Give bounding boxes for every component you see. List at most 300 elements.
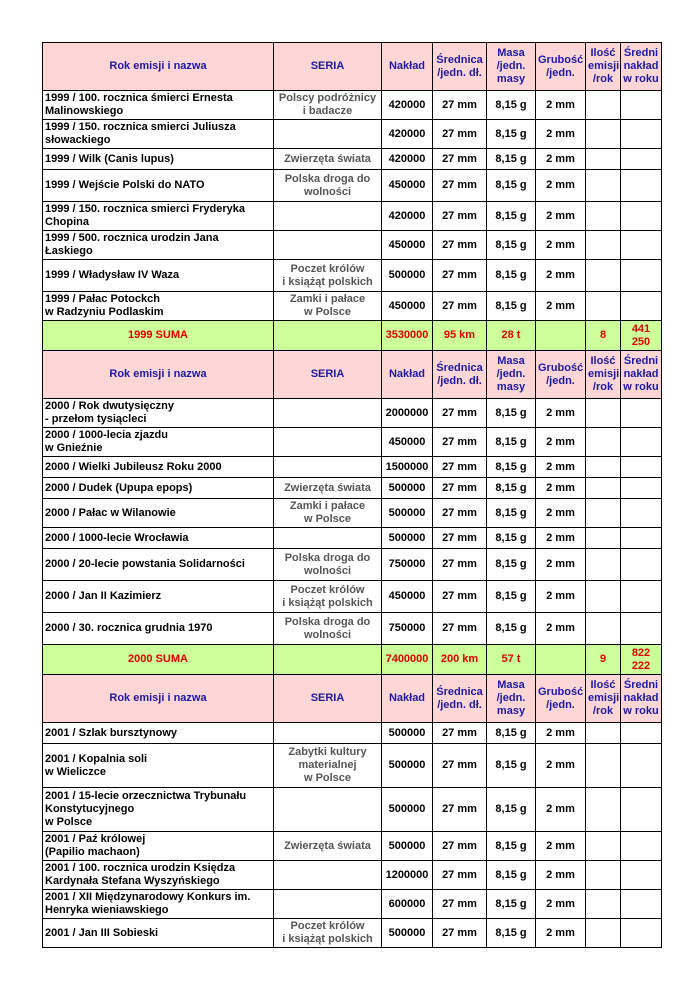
summary-count bbox=[586, 321, 621, 351]
avg-cell bbox=[621, 120, 662, 149]
mass-cell bbox=[487, 919, 536, 948]
summary-mass bbox=[487, 645, 536, 675]
coin-issues-sheet bbox=[42, 42, 661, 948]
series-cell-text: Polscy podróżnicy bbox=[278, 92, 377, 104]
header-diameter bbox=[433, 675, 487, 723]
diameter-cell bbox=[433, 723, 487, 744]
diameter-cell-text: 27 mm bbox=[442, 726, 477, 739]
count-cell bbox=[586, 861, 621, 890]
header-mintage bbox=[382, 675, 433, 723]
count-cell bbox=[586, 549, 621, 581]
diameter-cell bbox=[433, 399, 487, 428]
header-avg-text: Średni bbox=[623, 47, 659, 59]
series-cell bbox=[274, 528, 382, 549]
issue-name-cell bbox=[43, 292, 274, 321]
mintage-cell-text: 500000 bbox=[388, 531, 426, 544]
header-thickness-text: Grubość bbox=[538, 361, 584, 374]
header-count-text: /rok bbox=[592, 705, 614, 717]
issue-name-cell bbox=[43, 260, 274, 292]
mintage-cell bbox=[382, 861, 433, 890]
header-diameter-text: /jedn. dł. bbox=[437, 374, 482, 387]
issue-name-cell-text: 2000 / 30. rocznica grudnia 1970 bbox=[45, 622, 213, 634]
avg-cell bbox=[621, 613, 662, 645]
issue-name-cell-text: 2001 / Szlak bursztynowy bbox=[45, 726, 178, 739]
diameter-cell-text: 27 mm bbox=[442, 269, 477, 281]
header-avg-text: nakład bbox=[623, 368, 659, 380]
mintage-cell-text: 1200000 bbox=[385, 868, 429, 881]
count-cell bbox=[586, 890, 621, 919]
mintage-cell-text: 750000 bbox=[388, 622, 426, 634]
diameter-cell bbox=[433, 581, 487, 613]
series-cell-text: i książąt polskich bbox=[282, 596, 373, 609]
table-row bbox=[43, 613, 662, 645]
issue-name-cell-text: 2000 / Pałac w Wilanowie bbox=[45, 506, 176, 519]
mintage-cell bbox=[382, 581, 433, 613]
mass-cell-text: 8,15 g bbox=[495, 531, 527, 544]
series-cell bbox=[274, 832, 382, 861]
header-name-text: Rok emisji i nazwa bbox=[109, 60, 207, 72]
summary-avg bbox=[621, 321, 662, 351]
mintage-cell-text: 420000 bbox=[388, 98, 426, 111]
header-thickness bbox=[536, 43, 586, 91]
issue-name-cell-text: Chopina bbox=[45, 216, 89, 228]
thickness-cell-text: 2 mm bbox=[546, 435, 575, 448]
issue-name-cell-text: 2001 / 100. rocznica urodzin Księdza bbox=[45, 862, 236, 874]
mintage-cell bbox=[382, 428, 433, 457]
series-cell bbox=[274, 399, 382, 428]
summary-count-text: 9 bbox=[599, 653, 607, 665]
summary-mass bbox=[487, 321, 536, 351]
header-count-text: Ilość bbox=[590, 47, 616, 59]
diameter-cell-text: 27 mm bbox=[442, 127, 477, 140]
series-cell-text: w Polsce bbox=[303, 772, 352, 784]
mass-cell-text: 8,15 g bbox=[495, 622, 527, 634]
thickness-cell bbox=[536, 149, 586, 170]
mass-cell bbox=[487, 744, 536, 788]
mintage-cell-text: 420000 bbox=[388, 152, 426, 165]
summary-label-text: 2000 SUMA bbox=[128, 653, 188, 665]
series-cell-text: wolności bbox=[303, 564, 352, 577]
issue-name-cell-text: w Gnieźnie bbox=[45, 442, 103, 454]
thickness-cell-text: 2 mm bbox=[546, 179, 575, 191]
header-mass-text: /jedn. bbox=[496, 60, 526, 72]
issue-name-cell-text: - przełom tysiącleci bbox=[45, 413, 147, 425]
mintage-cell bbox=[382, 744, 433, 788]
diameter-cell-text: 27 mm bbox=[442, 406, 477, 419]
series-cell bbox=[274, 120, 382, 149]
issue-name-cell-text: w Radzyniu Podlaskim bbox=[45, 306, 164, 318]
thickness-cell bbox=[536, 231, 586, 260]
mintage-cell bbox=[382, 613, 433, 645]
mass-cell-text: 8,15 g bbox=[495, 435, 527, 448]
mintage-cell bbox=[382, 478, 433, 499]
summary-avg-text: 222 bbox=[631, 659, 651, 672]
issue-name-cell-text: słowackiego bbox=[45, 134, 111, 146]
diameter-cell bbox=[433, 499, 487, 528]
table-row bbox=[43, 919, 662, 948]
issue-name-cell-text: 2001 / XII Międzynarodowy Konkurs im. bbox=[45, 891, 251, 903]
thickness-cell bbox=[536, 723, 586, 744]
mintage-cell bbox=[382, 549, 433, 581]
count-cell bbox=[586, 91, 621, 120]
thickness-cell-text: 2 mm bbox=[546, 209, 575, 222]
summary-thickness bbox=[536, 321, 586, 351]
thickness-cell bbox=[536, 499, 586, 528]
diameter-cell-text: 27 mm bbox=[442, 299, 477, 312]
thickness-cell bbox=[536, 919, 586, 948]
diameter-cell bbox=[433, 919, 487, 948]
issue-name-cell-text: 2000 / 1000-lecia zjazdu bbox=[45, 429, 168, 441]
header-avg bbox=[621, 43, 662, 91]
diameter-cell bbox=[433, 528, 487, 549]
diameter-cell bbox=[433, 292, 487, 321]
series-cell-text: i badacze bbox=[302, 105, 353, 117]
issue-name-cell-text: Kardynała Stefana Wyszyńskiego bbox=[45, 875, 220, 887]
diameter-cell-text: 27 mm bbox=[442, 558, 477, 570]
summary-thickness bbox=[536, 645, 586, 675]
table-row bbox=[43, 528, 662, 549]
diameter-cell bbox=[433, 260, 487, 292]
mass-cell bbox=[487, 292, 536, 321]
summary-label bbox=[43, 645, 274, 675]
header-diameter bbox=[433, 43, 487, 91]
thickness-cell-text: 2 mm bbox=[546, 506, 575, 519]
header-name bbox=[43, 43, 274, 91]
issue-name-cell bbox=[43, 581, 274, 613]
count-cell bbox=[586, 149, 621, 170]
summary-mintage bbox=[382, 321, 433, 351]
avg-cell bbox=[621, 478, 662, 499]
series-cell bbox=[274, 202, 382, 231]
mintage-cell-text: 500000 bbox=[388, 759, 426, 771]
header-thickness-text: /jedn. bbox=[546, 698, 575, 711]
table-row bbox=[43, 744, 662, 788]
series-cell bbox=[274, 549, 382, 581]
header-mass-text: masy bbox=[496, 381, 526, 393]
header-count-text: /rok bbox=[592, 73, 614, 85]
issue-name-cell-text: 2000 / 20-lecie powstania Solidarności bbox=[45, 558, 245, 570]
diameter-cell bbox=[433, 613, 487, 645]
header-mass-text: masy bbox=[496, 705, 526, 717]
series-cell-text: Zwierzęta świata bbox=[284, 152, 371, 165]
mintage-cell-text: 450000 bbox=[388, 435, 426, 448]
diameter-cell-text: 27 mm bbox=[442, 238, 477, 251]
header-avg-text: w roku bbox=[623, 705, 659, 717]
header-series bbox=[274, 675, 382, 723]
summary-avg-text: 250 bbox=[631, 335, 651, 348]
issue-name-cell-text: 1999 / 150. rocznica smierci Juliusza bbox=[45, 121, 236, 133]
count-cell bbox=[586, 613, 621, 645]
diameter-cell-text: 27 mm bbox=[442, 460, 477, 473]
diameter-cell-text: 27 mm bbox=[442, 926, 477, 939]
header-mass-text: Masa bbox=[497, 355, 525, 367]
header-avg-text: nakład bbox=[623, 692, 659, 704]
issue-name-cell-text: w Polsce bbox=[45, 816, 93, 828]
mintage-cell bbox=[382, 231, 433, 260]
thickness-cell-text: 2 mm bbox=[546, 406, 575, 419]
diameter-cell-text: 27 mm bbox=[442, 98, 477, 111]
mass-cell bbox=[487, 499, 536, 528]
mass-cell bbox=[487, 478, 536, 499]
avg-cell bbox=[621, 170, 662, 202]
count-cell bbox=[586, 120, 621, 149]
header-mass-text: /jedn. bbox=[496, 368, 526, 380]
header-mass bbox=[487, 43, 536, 91]
series-cell-text: wolności bbox=[303, 185, 352, 198]
thickness-cell-text: 2 mm bbox=[546, 926, 575, 939]
header-diameter-text: /jedn. dł. bbox=[437, 698, 482, 711]
thickness-cell-text: 2 mm bbox=[546, 460, 575, 473]
header-diameter bbox=[433, 351, 487, 399]
header-mass-text: /jedn. bbox=[496, 692, 526, 704]
diameter-cell-text: 27 mm bbox=[442, 506, 477, 519]
avg-cell bbox=[621, 744, 662, 788]
thickness-cell-text: 2 mm bbox=[546, 803, 575, 815]
thickness-cell bbox=[536, 613, 586, 645]
table-row bbox=[43, 861, 662, 890]
diameter-cell-text: 27 mm bbox=[442, 759, 477, 771]
header-mass-text: Masa bbox=[497, 679, 525, 691]
mass-cell bbox=[487, 91, 536, 120]
thickness-cell bbox=[536, 260, 586, 292]
issue-name-cell-text: Henryka wieniawskiego bbox=[45, 904, 169, 916]
table-row bbox=[43, 832, 662, 861]
mass-cell bbox=[487, 613, 536, 645]
issue-name-cell-text: 2001 / Kopalnia soli bbox=[45, 752, 148, 765]
table-row bbox=[43, 788, 662, 832]
issue-name-cell bbox=[43, 120, 274, 149]
thickness-cell bbox=[536, 581, 586, 613]
mass-cell bbox=[487, 149, 536, 170]
mass-cell-text: 8,15 g bbox=[495, 590, 527, 602]
header-row bbox=[43, 351, 662, 399]
thickness-cell bbox=[536, 528, 586, 549]
mintage-cell bbox=[382, 91, 433, 120]
issue-name-cell bbox=[43, 613, 274, 645]
avg-cell bbox=[621, 581, 662, 613]
thickness-cell bbox=[536, 170, 586, 202]
series-cell bbox=[274, 890, 382, 919]
mintage-cell bbox=[382, 723, 433, 744]
avg-cell bbox=[621, 428, 662, 457]
issue-name-cell bbox=[43, 231, 274, 260]
issue-name-cell-text: 2000 / 1000-lecie Wrocławia bbox=[45, 531, 189, 544]
series-cell bbox=[274, 170, 382, 202]
table-row bbox=[43, 120, 662, 149]
diameter-cell-text: 27 mm bbox=[442, 531, 477, 544]
series-cell bbox=[274, 499, 382, 528]
diameter-cell bbox=[433, 890, 487, 919]
series-cell-text: Polska droga do bbox=[284, 615, 371, 628]
diameter-cell-text: 27 mm bbox=[442, 622, 477, 634]
mintage-cell-text: 450000 bbox=[388, 238, 426, 251]
header-mintage bbox=[382, 351, 433, 399]
mintage-cell bbox=[382, 528, 433, 549]
issue-name-cell-text: 1999 / Pałac Potockch bbox=[45, 293, 160, 305]
avg-cell bbox=[621, 91, 662, 120]
summary-avg bbox=[621, 645, 662, 675]
mass-cell bbox=[487, 170, 536, 202]
table-row bbox=[43, 170, 662, 202]
mintage-cell bbox=[382, 260, 433, 292]
thickness-cell-text: 2 mm bbox=[546, 759, 575, 771]
mintage-cell-text: 500000 bbox=[388, 839, 426, 852]
mass-cell-text: 8,15 g bbox=[495, 897, 527, 910]
issue-name-cell-text: 1999 / 100. rocznica śmierci Ernesta bbox=[45, 92, 233, 104]
mintage-cell-text: 750000 bbox=[388, 558, 426, 570]
mass-cell-text: 8,15 g bbox=[495, 839, 527, 852]
thickness-cell-text: 2 mm bbox=[546, 531, 575, 544]
table-row bbox=[43, 499, 662, 528]
table-row bbox=[43, 723, 662, 744]
mintage-cell-text: 500000 bbox=[388, 269, 426, 281]
issue-name-cell-text: 1999 / Władysław IV Waza bbox=[45, 269, 180, 281]
header-mass bbox=[487, 351, 536, 399]
issue-name-cell bbox=[43, 861, 274, 890]
series-cell-text: Zamki i pałace bbox=[289, 293, 366, 305]
header-diameter-text: /jedn. dł. bbox=[437, 66, 482, 79]
header-series-text: SERIA bbox=[310, 692, 345, 704]
thickness-cell bbox=[536, 744, 586, 788]
thickness-cell bbox=[536, 788, 586, 832]
header-count-text: emisji bbox=[588, 60, 620, 72]
header-mintage-text: Nakład bbox=[388, 368, 426, 380]
mintage-cell-text: 500000 bbox=[388, 926, 426, 939]
avg-cell bbox=[621, 457, 662, 478]
header-name bbox=[43, 675, 274, 723]
mass-cell bbox=[487, 457, 536, 478]
diameter-cell bbox=[433, 149, 487, 170]
mintage-cell bbox=[382, 499, 433, 528]
thickness-cell-text: 2 mm bbox=[546, 897, 575, 910]
count-cell bbox=[586, 260, 621, 292]
issue-name-cell-text: 1999 / Wilk (Canis lupus) bbox=[45, 152, 174, 165]
header-count-text: Ilość bbox=[590, 355, 616, 367]
header-row bbox=[43, 43, 662, 91]
issue-name-cell bbox=[43, 478, 274, 499]
table-row bbox=[43, 478, 662, 499]
series-cell-text: Poczet królów bbox=[290, 920, 365, 932]
summary-series bbox=[274, 321, 382, 351]
thickness-cell-text: 2 mm bbox=[546, 98, 575, 111]
issue-name-cell bbox=[43, 499, 274, 528]
mintage-cell-text: 500000 bbox=[388, 506, 426, 519]
avg-cell bbox=[621, 549, 662, 581]
count-cell bbox=[586, 170, 621, 202]
thickness-cell bbox=[536, 120, 586, 149]
thickness-cell-text: 2 mm bbox=[546, 868, 575, 881]
diameter-cell bbox=[433, 231, 487, 260]
mass-cell bbox=[487, 202, 536, 231]
mintage-cell-text: 420000 bbox=[388, 127, 426, 140]
summary-mintage-text: 7400000 bbox=[385, 653, 429, 665]
summary-series bbox=[274, 645, 382, 675]
header-avg-text: w roku bbox=[623, 73, 659, 85]
series-cell-text: Polska droga do bbox=[284, 551, 371, 564]
mintage-cell-text: 2000000 bbox=[385, 406, 429, 419]
table-row bbox=[43, 399, 662, 428]
header-series bbox=[274, 351, 382, 399]
mintage-cell bbox=[382, 149, 433, 170]
header-count-text: emisji bbox=[588, 368, 620, 380]
thickness-cell bbox=[536, 202, 586, 231]
header-mass-text: masy bbox=[496, 73, 526, 85]
diameter-cell bbox=[433, 91, 487, 120]
series-cell-text: i książąt polskich bbox=[282, 933, 373, 945]
issue-name-cell bbox=[43, 528, 274, 549]
mintage-cell-text: 500000 bbox=[388, 726, 426, 739]
header-mintage-text: Nakład bbox=[388, 60, 426, 72]
count-cell bbox=[586, 399, 621, 428]
mass-cell-text: 8,15 g bbox=[495, 152, 527, 165]
series-cell-text: materialnej bbox=[298, 759, 357, 771]
diameter-cell-text: 27 mm bbox=[442, 209, 477, 222]
header-thickness bbox=[536, 351, 586, 399]
mass-cell bbox=[487, 428, 536, 457]
diameter-cell-text: 27 mm bbox=[442, 590, 477, 602]
year-summary-row bbox=[43, 321, 662, 351]
diameter-cell bbox=[433, 457, 487, 478]
mass-cell bbox=[487, 788, 536, 832]
thickness-cell-text: 2 mm bbox=[546, 269, 575, 281]
mintage-cell-text: 450000 bbox=[388, 179, 426, 191]
mintage-cell bbox=[382, 919, 433, 948]
avg-cell bbox=[621, 292, 662, 321]
issue-name-cell bbox=[43, 744, 274, 788]
series-cell-text: Poczet królów bbox=[290, 583, 365, 596]
mass-cell-text: 8,15 g bbox=[495, 506, 527, 519]
issue-name-cell-text: 2000 / Jan II Kazimierz bbox=[45, 590, 162, 602]
series-cell-text: Zamki i pałace bbox=[289, 500, 366, 512]
table-row bbox=[43, 549, 662, 581]
header-avg-text: w roku bbox=[623, 381, 659, 393]
thickness-cell-text: 2 mm bbox=[546, 127, 575, 140]
series-cell bbox=[274, 428, 382, 457]
count-cell bbox=[586, 202, 621, 231]
mass-cell-text: 8,15 g bbox=[495, 726, 527, 739]
summary-mass-text: 28 t bbox=[501, 329, 521, 341]
series-cell bbox=[274, 788, 382, 832]
issue-name-cell bbox=[43, 723, 274, 744]
issue-name-cell bbox=[43, 919, 274, 948]
count-cell bbox=[586, 744, 621, 788]
header-mass-text: Masa bbox=[497, 47, 525, 59]
avg-cell bbox=[621, 919, 662, 948]
summary-label bbox=[43, 321, 274, 351]
diameter-cell bbox=[433, 832, 487, 861]
series-cell bbox=[274, 919, 382, 948]
issue-name-cell-text: 2000 / Rok dwutysięczny bbox=[45, 400, 174, 412]
mass-cell-text: 8,15 g bbox=[495, 238, 527, 251]
diameter-cell-text: 27 mm bbox=[442, 435, 477, 448]
series-cell bbox=[274, 292, 382, 321]
diameter-cell-text: 27 mm bbox=[442, 179, 477, 191]
table-row bbox=[43, 890, 662, 919]
summary-avg-text: 441 bbox=[631, 322, 651, 335]
thickness-cell-text: 2 mm bbox=[546, 299, 575, 312]
table-row bbox=[43, 292, 662, 321]
issue-name-cell bbox=[43, 202, 274, 231]
issue-name-cell bbox=[43, 170, 274, 202]
series-cell bbox=[274, 744, 382, 788]
avg-cell bbox=[621, 788, 662, 832]
header-row bbox=[43, 675, 662, 723]
diameter-cell bbox=[433, 202, 487, 231]
series-cell-text: i książąt polskich bbox=[282, 275, 373, 288]
header-mintage-text: Nakład bbox=[388, 692, 426, 704]
header-thickness-text: /jedn. bbox=[546, 66, 575, 79]
header-count-text: /rok bbox=[592, 381, 614, 393]
